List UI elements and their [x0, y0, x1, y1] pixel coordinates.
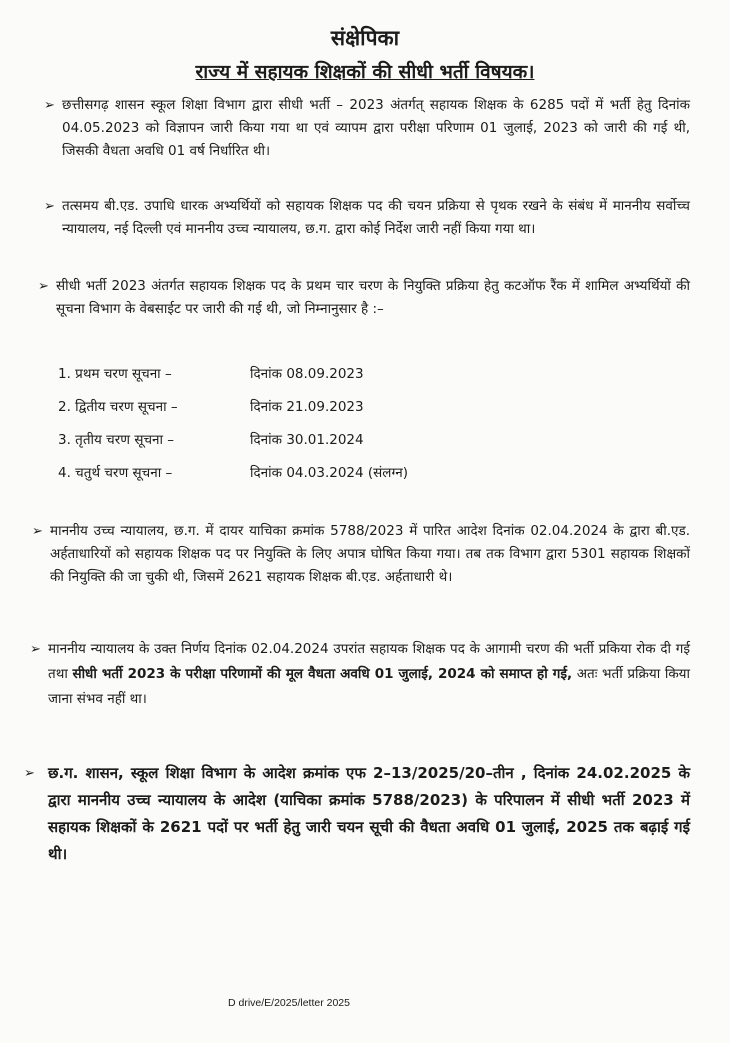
- arrow-bullet-icon: ➢: [32, 524, 43, 539]
- paragraph-bold-text: सीधी भर्ती 2023 के परीक्षा परिणामों की मूल वैधता अवधि 01 जुलाई, 2024 को समाप्त हो गई,: [72, 666, 573, 682]
- phase-label: 2. द्वितीय चरण सूचना –: [58, 399, 178, 415]
- arrow-bullet-icon: ➢: [30, 642, 41, 657]
- phase-item: [58, 364, 364, 382]
- paragraph-1: [44, 94, 690, 163]
- paragraph-6: [24, 760, 690, 868]
- paragraph-text: अतः भर्ती प्रक्रिया किया जाना संभव नहीं था।: [48, 666, 691, 707]
- paragraph-4: [32, 520, 690, 589]
- arrow-bullet-icon: ➢: [44, 98, 55, 113]
- phase-date: दिनांक 21.09.2023: [250, 399, 364, 415]
- paragraph-text: तत्समय बी.एड. उपाधि धारक अभ्यर्थियों को सहायक शिक्षक पद की चयन प्रक्रिया से पृथक रखने के संबंध में माननीय सर्वोच्च न्यायालय, नई दिल्ली एवं माननीय उच्च न्यायालय, छ.ग. द्वारा कोई निर्देश जारी नहीं किया गया था।: [62, 198, 690, 237]
- paragraph-text: छ.ग. शासन, स्कूल शिक्षा विभाग के आदेश क्रमांक एफ 2–13/2025/20–तीन , दिनांक 24.02.2025 के द्वारा माननीय उच्च न्यायालय के आदेश (याचिका क्रमांक 5788/2023) के परिपालन में सीधी भर्ती 2023 में सहायक शिक्षकों के 2621 पदों पर भर्ती हेतु जारी चयन सूची की वैधता अवधि 01 जुलाई, 2025 तक बढ़ाई गई थी।: [48, 764, 690, 863]
- phase-item: [58, 430, 364, 448]
- arrow-bullet-icon: ➢: [44, 199, 55, 214]
- phase-label: 4. चतुर्थ चरण सूचना –: [58, 465, 173, 481]
- document-title: संक्षेपिका: [330, 26, 400, 50]
- paragraph-text: माननीय न्यायालय के उक्त निर्णय दिनांक 02.04.2024 उपरांत सहायक शिक्षक पद के आगामी चरण की भर्ती प्रकिया रोक दी गई तथा: [48, 641, 690, 682]
- phase-item: [58, 463, 408, 481]
- subtitle-text: राज्य में सहायक शिक्षकों की सीधी भर्ती विषयक।: [195, 61, 535, 83]
- paragraph-3: [38, 275, 690, 321]
- paragraph-text: सीधी भर्ती 2023 अंतर्गत सहायक शिक्षक पद के प्रथम चार चरण के नियुक्ति प्रक्रिया हेतु कटऑफ रैंक में शामिल अभ्यर्थियों की सूचना विभाग के वेबसाईट पर जारी की गई थी, जो निम्नानुसार है :–: [56, 278, 690, 317]
- document-subtitle: [0, 58, 730, 84]
- phase-label: 3. तृतीय चरण सूचना –: [58, 432, 175, 448]
- phase-date: दिनांक 30.01.2024: [250, 432, 364, 448]
- phase-item: [58, 397, 364, 415]
- footer-file-path: D drive/E/2025/letter 2025: [228, 997, 350, 1009]
- arrow-bullet-icon: ➢: [24, 766, 35, 781]
- phase-date: दिनांक 04.03.2024 (संलग्न): [250, 465, 408, 481]
- paragraph-text: छत्तीसगढ़ शासन स्कूल शिक्षा विभाग द्वारा सीधी भर्ती – 2023 अंतर्गत् सहायक शिक्षक के 6285 पदों में भर्ती हेतु दिनांक 04.05.2023 को विज्ञापन जारी किया गया था एवं व्यापम द्वारा परीक्षा परिणाम 01 जुलाई, 2023 को जारी की गई थी, जिसकी वैधता अवधि 01 वर्ष निर्धारित थी।: [62, 97, 690, 159]
- paragraph-text: माननीय उच्च न्यायालय, छ.ग. में दायर याचिका क्रमांक 5788/2023 में पारित आदेश दिनांक 02.04.2024 के द्वारा बी.एड. अर्हताधारियों को सहायक शिक्षक पद पर नियुक्ति के लिए अपात्र घोषित किया गया। तब तक विभाग द्वारा 5301 सहायक शिक्षकों की नियुक्ति की जा चुकी थी, जिसमें 2621 सहायक शिक्षक बी.एड. अर्हताधारी थे।: [50, 523, 690, 585]
- paragraph-2: [44, 195, 690, 241]
- paragraph-5: [30, 637, 691, 712]
- phase-date: दिनांक 08.09.2023: [250, 366, 364, 382]
- arrow-bullet-icon: ➢: [38, 279, 49, 294]
- phase-label: 1. प्रथम चरण सूचना –: [58, 366, 172, 382]
